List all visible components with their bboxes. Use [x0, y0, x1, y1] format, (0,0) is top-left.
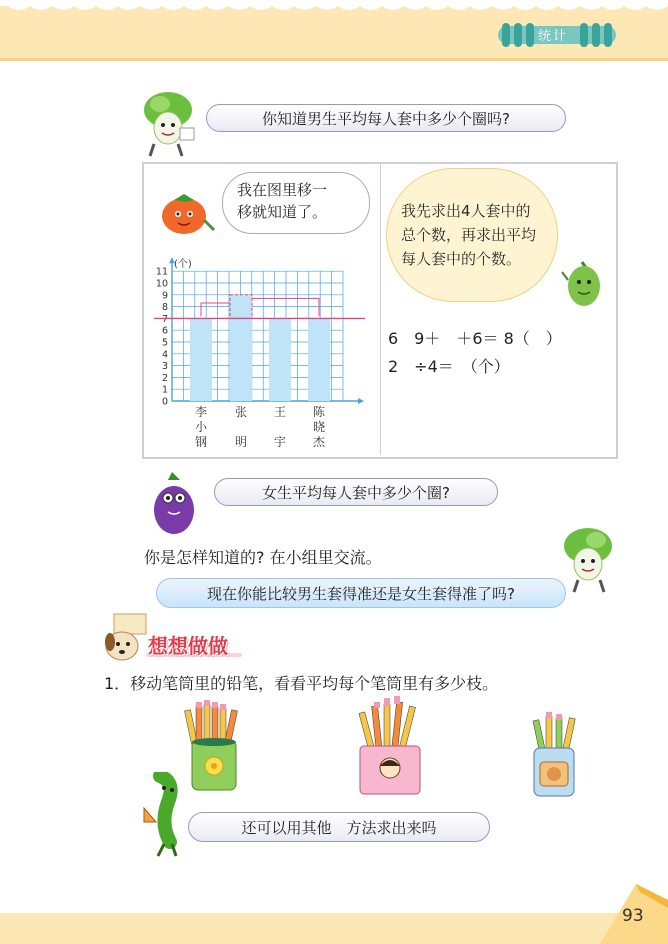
x-category-label: 王 宇 [273, 405, 286, 449]
y-tick-label: 7 [161, 313, 168, 325]
pencil-cup-blue-icon [528, 708, 584, 798]
chart-bar-2 [269, 318, 291, 401]
chart-bar-1 [230, 295, 252, 401]
bean-character-icon [140, 772, 188, 858]
panel-divider [380, 164, 381, 455]
equation-sum: 6 9＋ ＋6＝ 8（ ） [388, 329, 562, 348]
y-tick-label: 5 [161, 337, 168, 349]
tomato-character-icon [156, 190, 218, 238]
chart-y-unit: (个) [174, 259, 192, 270]
y-tick-label: 9 [161, 290, 168, 302]
think-line-2: 移就知道了。 [237, 203, 328, 221]
question-boys-bubble: 你知道男生平均每人套中多少个圈吗? [206, 104, 566, 132]
eggplant-character-icon [146, 468, 204, 540]
exercise-1-text: 1．移动笔筒里的铅笔，看看平均每个笔筒里有多少枝。 [104, 674, 499, 693]
method-line-2: 总个数，再求出平均 [401, 226, 537, 244]
page-number: 93 [622, 906, 644, 926]
pepper-character-icon [560, 258, 608, 310]
chapter-label: 统计 [538, 29, 569, 44]
x-category-label: 李 小 钢 [194, 405, 207, 449]
section-title: 想想做做 [148, 634, 228, 658]
y-tick-label: 0 [161, 396, 168, 408]
method-bubble [386, 168, 558, 302]
method-line-1: 我先求出4人套中的 [401, 202, 531, 220]
cabbage-teacher-icon [140, 88, 202, 160]
y-tick-label: 11 [155, 266, 168, 278]
bar-chart [150, 255, 375, 410]
compare-bubble: 现在你能比较男生套得准还是女生套得准了吗? [156, 578, 566, 608]
bottom-banner [0, 913, 668, 944]
y-tick-label: 10 [155, 278, 168, 290]
chart-bar-0 [190, 318, 212, 401]
wave-border [0, 0, 668, 14]
chart-y-ticks [156, 267, 168, 408]
equation-divide: 2 ÷4＝ （个） [388, 357, 510, 376]
pencil-cup-green-icon [182, 700, 246, 796]
chart-bar-3 [308, 318, 330, 401]
x-category-label: 陈 晓 杰 [312, 405, 325, 449]
cabbage-teacher-icon-2 [556, 524, 618, 596]
move-arrow-1 [201, 303, 230, 316]
y-tick-label: 1 [161, 384, 168, 396]
y-tick-label: 2 [161, 372, 168, 384]
dog-teacher-icon [100, 612, 152, 664]
pencil-cup-pink-icon [354, 694, 426, 798]
y-tick-label: 6 [161, 325, 168, 337]
y-tick-label: 3 [161, 361, 168, 373]
x-category-label: 张 明 [234, 405, 247, 449]
method-line-3: 每人套中的个数。 [401, 250, 522, 268]
y-tick-label: 4 [161, 349, 168, 361]
think-bubble [222, 172, 370, 234]
y-tick-label: 8 [161, 302, 168, 314]
chart-average-line [154, 298, 365, 318]
think-line-1: 我在图里移一 [237, 181, 328, 199]
discuss-text: 你是怎样知道的? 在小组里交流。 [144, 548, 382, 567]
question-girls-bubble: 女生平均每人套中多少个圈? [214, 478, 498, 506]
other-method-bubble: 还可以用其他 方法求出来吗 [188, 812, 490, 842]
